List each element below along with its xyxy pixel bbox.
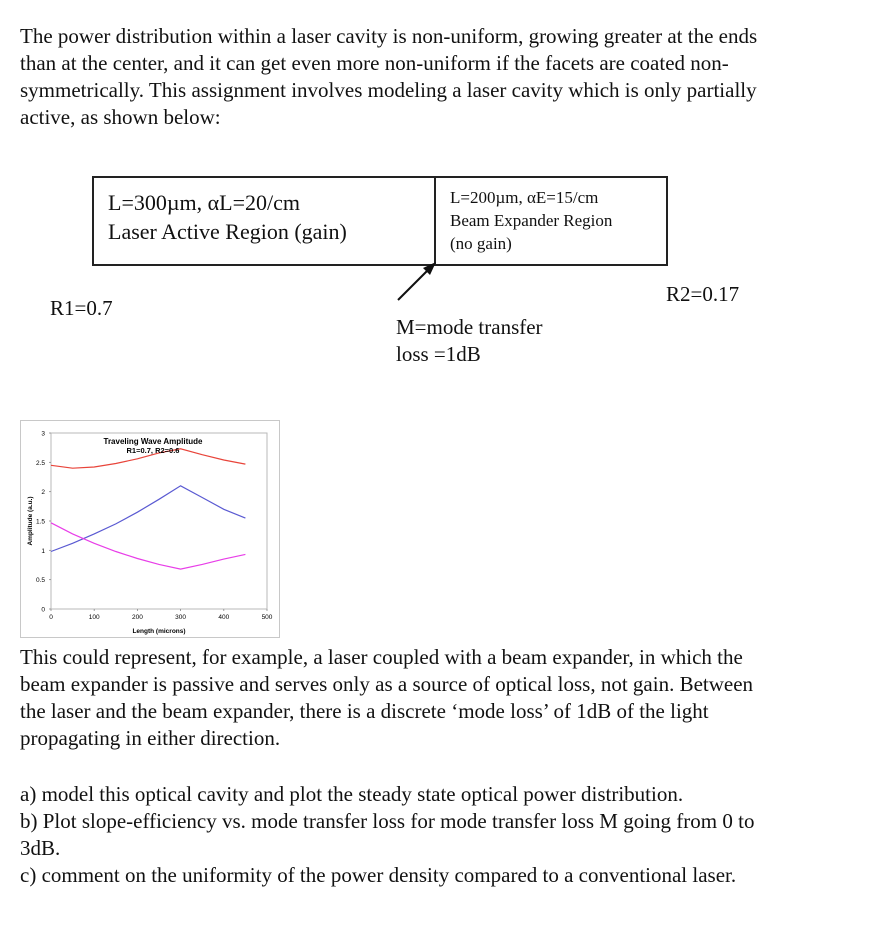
- laser-active-region: [94, 178, 436, 264]
- x-tick-label: 300: [175, 614, 187, 621]
- y-tick-label: 0.5: [35, 577, 45, 585]
- laser-cavity-diagram: [92, 176, 668, 266]
- beam-expander-region: [436, 178, 666, 264]
- intro-line: active, as shown below:: [20, 105, 221, 129]
- mode-loss-line2: loss =1dB: [396, 342, 481, 366]
- x-tick-label: 400: [218, 614, 230, 621]
- mode-transfer-arrow-icon: [392, 256, 442, 306]
- y-tick-label: 0: [41, 606, 45, 614]
- mode-loss-label: [396, 314, 543, 368]
- amplitude-chart-svg: [21, 421, 279, 637]
- task-item-a: a) model this optical cavity and plot the steady state optical power distribution.: [20, 782, 684, 806]
- intro-line: symmetrically. This assignment involves modeling a laser cavity which is only partially: [20, 78, 757, 102]
- x-tick-label: 0: [49, 614, 53, 621]
- task-item-b-cont: 3dB.: [20, 836, 61, 860]
- amplitude-chart: [20, 420, 280, 638]
- r2-label: R2=0.17: [666, 282, 740, 306]
- x-tick-label: 200: [131, 614, 143, 621]
- x-tick-label: 500: [261, 614, 273, 621]
- expander-note: (no gain): [450, 234, 512, 253]
- x-tick-label: 100: [88, 614, 100, 621]
- intro-line: The power distribution within a laser cavity is non-uniform, growing greater at the ends: [20, 24, 758, 48]
- r1-label: R1=0.7: [50, 296, 113, 320]
- y-tick-label: 1.5: [35, 518, 45, 526]
- expander-params: L=200µm, αE=15/cm: [450, 188, 599, 207]
- chart-subtitle: R1=0.7, R2=0.6: [126, 446, 180, 455]
- expander-title: Beam Expander Region: [450, 211, 613, 230]
- active-region-params: L=300µm, αL=20/cm: [108, 190, 300, 215]
- explanation-line: propagating in either direction.: [20, 726, 281, 750]
- task-list: [20, 781, 882, 889]
- y-tick-label: 1: [41, 547, 45, 555]
- plot-area: [51, 433, 267, 609]
- intro-line: than at the center, and it can get even more non-uniform if the facets are coated non-: [20, 51, 729, 75]
- explanation-paragraph: [20, 644, 882, 752]
- x-axis-label: Length (microns): [132, 628, 186, 635]
- task-item-c: c) comment on the uniformity of the power density compared to a conventional laser.: [20, 863, 737, 887]
- active-region-title: Laser Active Region (gain): [108, 219, 347, 244]
- y-tick-label: 2: [41, 489, 45, 497]
- task-item-b: b) Plot slope-efficiency vs. mode transfer loss for mode transfer loss M going from 0 to: [20, 809, 755, 833]
- explanation-line: This could represent, for example, a laser coupled with a beam expander, in which the: [20, 645, 743, 669]
- chart-title: Traveling Wave Amplitude: [103, 437, 203, 446]
- intro-paragraph: [20, 23, 882, 131]
- y-tick-label: 2.5: [35, 459, 45, 467]
- explanation-line: beam expander is passive and serves only as a source of optical loss, not gain. Between: [20, 672, 754, 696]
- explanation-line: the laser and the beam expander, there is a discrete ‘mode loss’ of 1dB of the light: [20, 699, 709, 723]
- mode-loss-line1: M=mode transfer: [396, 315, 543, 339]
- y-tick-label: 3: [41, 430, 45, 438]
- y-axis-label: Amplitude (a.u.): [27, 496, 34, 546]
